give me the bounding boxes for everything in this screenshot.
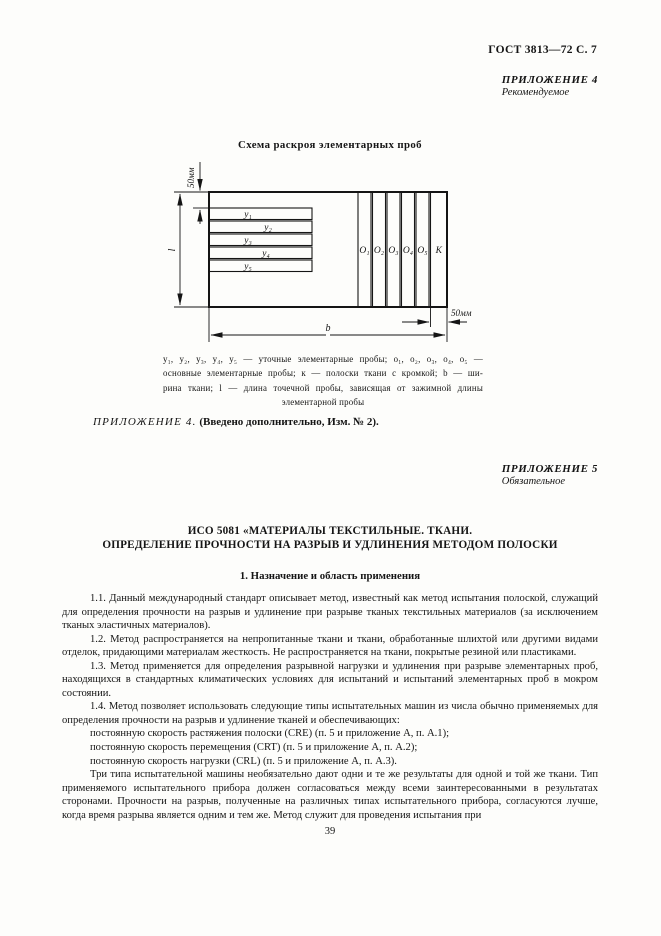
machine-type-item-crl: постоянную скорость нагрузки (CRL) (п. 5 и приложение А, п. А.3).	[90, 755, 397, 767]
section-1-heading: 1. Назначение и область применения	[239, 570, 421, 582]
paragraph-1-2: 1.2. Метод распространяется на непропитанные ткани и ткани, обработанные шлихтой или другими видами отделок, придающими материалам жесткость. Не распространяется на ткани, покрытые резиной или пластиками.	[62, 633, 598, 659]
appendix-4-heading	[502, 74, 598, 99]
appendix-5-title: ПРИЛОЖЕНИЕ 5	[501, 463, 598, 475]
fabric-width-label: b	[325, 323, 331, 334]
weft-label-4: у₄	[262, 249, 270, 259]
weft-label-5: у₅	[244, 262, 252, 272]
figure-caption	[163, 352, 483, 410]
appendix-4-title: ПРИЛОЖЕНИЕ 4	[501, 74, 598, 86]
appendix-5-subtitle: Обязательное	[501, 475, 566, 487]
weft-strip-4	[209, 247, 312, 259]
sample-length-label: l	[167, 248, 178, 252]
weft-strip-3	[209, 234, 312, 246]
appendix-4-subtitle: Рекомендуемое	[501, 86, 570, 98]
warp-label-1: О₁	[359, 246, 370, 256]
machine-type-item-crt: постоянную скорость перемещения (CRT) (п. 5 и приложение А, п. А.2);	[90, 742, 418, 754]
paragraph-1-4: 1.4. Метод позволяет использовать следующие типы испытательных машин из числа обычно применяемых для определения прочности на разрыв и удлинение тканей и обеспечивающих:	[62, 701, 598, 726]
page-number: 39	[324, 826, 336, 837]
warp-label-3: О₃	[388, 246, 399, 256]
appendix-5-heading	[502, 463, 598, 488]
weft-strip-5	[209, 260, 312, 272]
weft-strip-2	[209, 221, 312, 233]
standard-title	[62, 524, 598, 552]
warp-label-4: О₄	[402, 246, 414, 256]
cutting-scheme-diagram	[160, 150, 500, 350]
appendix-4-note-lead: ПРИЛОЖЕНИЕ 4.	[93, 416, 197, 428]
standard-title-line-1: ИСО 5081 «МАТЕРИАЛЫ ТЕКСТИЛЬНЫЕ. ТКАНИ.	[187, 525, 473, 537]
weft-strips	[209, 208, 312, 272]
warp-label-5: О₅	[417, 246, 428, 256]
figure-caption-line: элементарной пробы	[281, 397, 365, 408]
dim-50mm-right-label: 50мм	[451, 308, 472, 318]
doc-reference: ГОСТ 3813—72 С. 7	[488, 44, 597, 56]
weft-strip-1	[209, 208, 312, 220]
paragraph-1-3: 1.3. Метод применяется для определения разрывной нагрузки и удлинения при разрыве элементарных проб, находящихся в стандартных климатических условиях для испытаний и испытаний элементарных проб в мокром состоянии.	[62, 660, 598, 699]
dim-50mm-top-label: 50мм	[186, 167, 196, 188]
figure-caption-line: у₁, у₂, у₃, у₄, у₅ — уточные элементарные пробы; о₁, о₂, о₃, о₄, о₅ —	[163, 354, 483, 364]
standard-title-line-2: ОПРЕДЕЛЕНИЕ ПРОЧНОСТИ НА РАЗРЫВ И УДЛИНЕНИЯ МЕТОДОМ ПОЛОСКИ	[102, 539, 558, 551]
selvedge-label: К	[435, 246, 442, 256]
figure-caption-line: рина ткани; l — длина точечной пробы, зависящая от зажимной длины	[163, 382, 483, 393]
warp-label-2: О₂	[373, 246, 385, 256]
appendix-4-amendment-note	[93, 416, 379, 428]
weft-label-2: у₂	[264, 223, 272, 233]
machine-type-item-cre: постоянную скорость растяжения полоски (CRE) (п. 5 и приложение А, п. А.1);	[90, 728, 450, 740]
figure-caption-line: основные элементарные пробы; к — полоски ткани с кромкой; b — ши-	[163, 368, 483, 379]
figure-title: Схема раскроя элементарных проб	[238, 139, 422, 151]
weft-label-1: у₁	[244, 210, 252, 220]
weft-label-3: у₃	[244, 236, 252, 246]
paragraph-final: Три типа испытательной машины необязательно дают одни и те же результаты для одной и той же ткани. Тип применяемого испытательного прибора должен согласоваться между всеми заинтересованными в результатах сторонами. Прочности на разрыв, полученные на различных типах испытательного прибора, согласуются лучше, когда время разрыва является одним и тем же. Метод служит для проведения испытания при	[62, 769, 598, 821]
appendix-4-note-text: (Введено дополнительно, Изм. № 2).	[199, 416, 379, 428]
section-1-body	[62, 592, 598, 822]
paragraph-1-1: 1.1. Данный международный стандарт описывает метод, известный как метод испытания полоской, служащий для определения прочности на разрыв и удлинение при разрыве тканых текстильных материалов (за исключением тканых эластичных материалов).	[62, 593, 598, 632]
cutting-scheme-figure	[160, 150, 500, 355]
